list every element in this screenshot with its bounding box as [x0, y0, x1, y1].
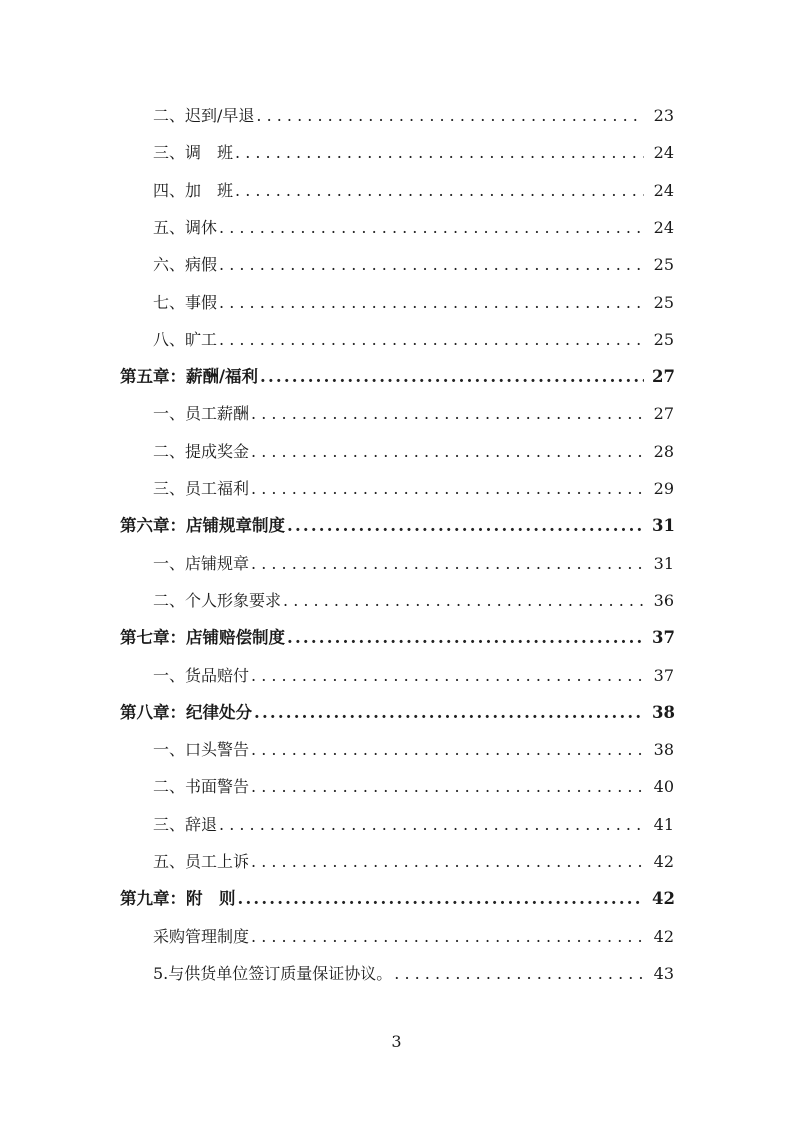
toc-entry-title: 一、员工薪酬 [153, 404, 250, 424]
toc-entry-page: 37 [653, 665, 674, 685]
toc-entry-title: 一、店铺规章 [153, 553, 250, 573]
toc-dot-leader [251, 847, 644, 877]
toc-section-entry[interactable] [153, 213, 674, 243]
toc-entry-page: 27 [652, 367, 675, 387]
toc-entry-title: 一、口头警告 [153, 740, 250, 760]
toc-entry-title: 三、辞退 [153, 814, 218, 834]
toc-section-entry[interactable] [153, 959, 674, 989]
toc-section-entry[interactable] [153, 586, 674, 616]
toc-section-entry[interactable] [153, 250, 674, 280]
toc-entry-page: 25 [653, 292, 674, 312]
toc-chapter-entry[interactable] [120, 884, 675, 914]
toc-dot-leader [251, 772, 644, 802]
toc-entry-title: 第七章：店铺赔偿制度 [120, 628, 285, 648]
toc-entry-page: 24 [653, 143, 674, 163]
toc-entry-page: 38 [653, 740, 674, 760]
toc-entry-page: 25 [653, 329, 674, 349]
toc-dot-leader [256, 101, 644, 131]
toc-section-entry[interactable] [153, 437, 674, 467]
toc-entry-page: 37 [652, 628, 675, 648]
toc-entry-title: 第八章：纪律处分 [120, 702, 252, 722]
toc-dot-leader [251, 661, 644, 691]
toc-entry-page: 24 [653, 180, 674, 200]
toc-section-entry[interactable] [153, 549, 674, 579]
toc-section-entry[interactable] [153, 288, 674, 318]
toc-entry-page: 42 [653, 926, 674, 946]
toc-entry-page: 43 [653, 963, 674, 983]
toc-section-entry[interactable] [153, 847, 674, 877]
toc-dot-leader [235, 176, 644, 206]
toc-entry-title: 五、员工上诉 [153, 852, 250, 871]
toc-section-entry[interactable] [153, 922, 674, 952]
toc-entry-page: 24 [653, 217, 674, 237]
toc-entry-title: 三、调 班 [153, 143, 234, 163]
toc-dot-leader [283, 586, 644, 616]
toc-section-entry[interactable] [153, 101, 674, 131]
toc-dot-leader [238, 884, 645, 914]
toc-dot-leader [287, 623, 644, 653]
toc-entry-page: 29 [653, 479, 674, 498]
toc-entry-title: 七、事假 [153, 292, 218, 312]
toc-entry-title: 二、个人形象要求 [153, 590, 282, 610]
toc-entry-title: 二、提成奖金 [153, 441, 250, 461]
toc-section-entry[interactable] [153, 772, 674, 802]
toc-section-entry[interactable] [153, 474, 674, 504]
toc-entry-page: 42 [653, 852, 674, 871]
toc-entry-title: 八、旷工 [153, 329, 218, 349]
page-number: 3 [391, 1032, 402, 1051]
toc-entry-page: 31 [652, 516, 675, 536]
toc-section-entry[interactable] [153, 735, 674, 765]
toc-dot-leader [254, 698, 644, 728]
toc-dot-leader [219, 250, 644, 280]
toc-entry-title: 六、病假 [153, 255, 218, 275]
toc-entry-title: 五、调休 [153, 217, 218, 237]
toc-entry-page: 40 [653, 777, 674, 797]
toc-entry-page: 41 [653, 814, 674, 834]
toc-dot-leader [235, 138, 644, 168]
toc-entry-page: 31 [653, 553, 674, 573]
toc-entry-title: 一、货品赔付 [153, 665, 250, 685]
toc-entry-page: 42 [652, 889, 675, 909]
toc-dot-leader [219, 213, 644, 243]
toc-section-entry[interactable] [153, 176, 674, 206]
toc-dot-leader [219, 810, 644, 840]
toc-dot-leader [394, 959, 644, 989]
toc-entry-page: 38 [652, 702, 675, 722]
toc-section-entry[interactable] [153, 138, 674, 168]
toc-dot-leader [251, 474, 644, 504]
toc-entry-title: 二、书面警告 [153, 777, 250, 797]
toc-dot-leader [287, 511, 644, 541]
toc-chapter-entry[interactable] [120, 623, 675, 653]
toc-section-entry[interactable] [153, 399, 674, 429]
toc-section-entry[interactable] [153, 325, 674, 355]
toc-dot-leader [260, 362, 644, 392]
toc-dot-leader [219, 288, 644, 318]
toc-dot-leader [251, 922, 644, 952]
toc-dot-leader [251, 549, 644, 579]
toc-dot-leader [251, 735, 644, 765]
toc-dot-leader [251, 437, 644, 467]
toc-dot-leader [219, 325, 644, 355]
toc-entry-title: 四、加 班 [153, 180, 234, 200]
toc-entry-title: 采购管理制度 [153, 926, 250, 946]
toc-entry-page: 36 [653, 590, 674, 610]
toc-entry-page: 23 [653, 106, 674, 125]
toc-entry-title: 第六章：店铺规章制度 [120, 516, 285, 536]
toc-entry-page: 28 [653, 441, 674, 461]
toc-chapter-entry[interactable] [120, 362, 675, 392]
toc-entry-title: 三、员工福利 [153, 479, 250, 498]
toc-entry-page: 25 [653, 255, 674, 275]
toc-section-entry[interactable] [153, 661, 674, 691]
toc-entry-page: 27 [653, 404, 674, 424]
toc-section-entry[interactable] [153, 810, 674, 840]
toc-entry-title: 二、迟到/早退 [153, 106, 255, 125]
toc-chapter-entry[interactable] [120, 511, 675, 541]
toc-chapter-entry[interactable] [120, 698, 675, 728]
toc-entry-title: 5.与供货单位签订质量保证协议。 [153, 963, 393, 983]
toc-entry-title: 第五章：薪酬/福利 [120, 367, 259, 387]
toc-dot-leader [251, 399, 644, 429]
toc-entry-title: 第九章：附 则 [120, 889, 236, 909]
